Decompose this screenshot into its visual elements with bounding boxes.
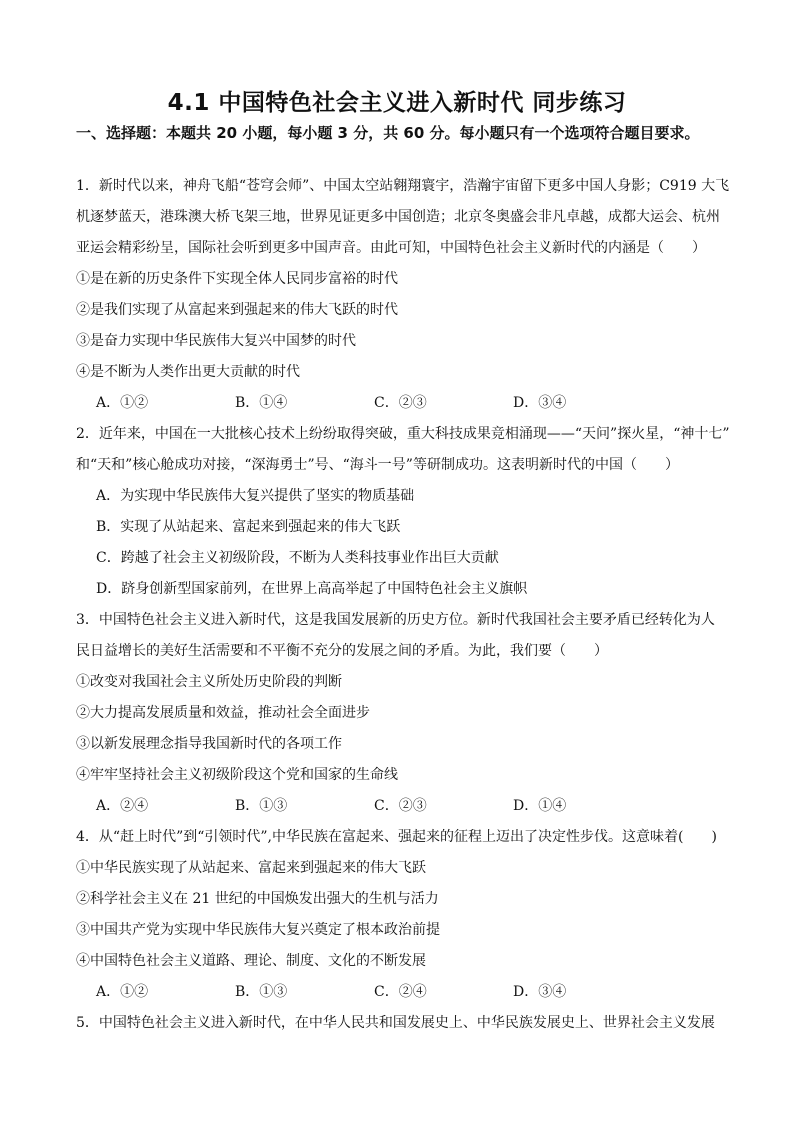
option-a: A．②④ (96, 798, 149, 814)
choice-a: A．为实现中华民族伟大复兴提供了坚实的物质基础 (96, 488, 415, 504)
question-stem-line: 4．从“赶上时代”到“引领时代”,中华民族在富起来、强起来的征程上迈出了决定性步伐。这意味着( ) (76, 829, 717, 845)
option-b: B．①③ (235, 798, 288, 814)
question-stem-line: 机逐梦蓝天，港珠澳大桥飞架三地，世界见证更多中国创造；北京冬奥盛会非凡卓越，成都大运会、杭州 (76, 209, 720, 225)
question-stem-line: 3．中国特色社会主义进入新时代，这是我国发展新的历史方位。新时代我国社会主要矛盾已经转化为人 (76, 612, 715, 628)
question-5 (76, 1008, 731, 1039)
answer-options (76, 977, 731, 1008)
option-c: C．②③ (374, 395, 427, 411)
option-d: D．①④ (513, 798, 567, 814)
statement-line: ①是在新的历史条件下实现全体人民同步富裕的时代 (76, 271, 398, 287)
statement-line: ①改变对我国社会主义所处历史阶段的判断 (76, 674, 342, 690)
question-stem-line: 民日益增长的美好生活需要和不平衡不充分的发展之间的矛盾。为此，我们要（ ） (76, 643, 608, 659)
option-c: C．②④ (374, 984, 427, 1000)
statement-line: ③以新发展理念指导我国新时代的各项工作 (76, 736, 342, 752)
statement-line: ①中华民族实现了从站起来、富起来到强起来的伟大飞跃 (76, 860, 426, 876)
choice-c: C．跨越了社会主义初级阶段，不断为人类科技事业作出巨大贡献 (96, 550, 499, 566)
statement-line: ②科学社会主义在 21 世纪的中国焕发出强大的生机与活力 (76, 891, 439, 907)
option-a: A．①② (96, 984, 149, 1000)
question-stem-line: 和“天和”核心舱成功对接，“深海勇士”号、“海斗一号”等研制成功。这表明新时代的中国（ ） (76, 457, 679, 473)
statement-line: ②是我们实现了从富起来到强起来的伟大飞跃的时代 (76, 302, 398, 318)
answer-options (76, 388, 731, 419)
option-b: B．①④ (235, 395, 288, 411)
option-d: D．③④ (513, 984, 567, 1000)
question-1 (76, 171, 731, 419)
choice-b: B．实现了从站起来、富起来到强起来的伟大飞跃 (96, 519, 401, 535)
section-heading: 一、选择题：本题共 20 小题，每小题 3 分，共 60 分。每小题只有一个选项符合题目要求。 (76, 124, 700, 142)
option-a: A．①② (96, 395, 149, 411)
question-stem-line: 亚运会精彩纷呈，国际社会听到更多中国声音。由此可知，中国特色社会主义新时代的内涵是（ ） (76, 240, 706, 256)
option-d: D．③④ (513, 395, 567, 411)
answer-options (76, 791, 731, 822)
question-list (76, 171, 731, 1039)
question-2 (76, 419, 731, 605)
choice-d: D．跻身创新型国家前列，在世界上高高举起了中国特色社会主义旗帜 (96, 581, 528, 597)
option-b: B．①③ (235, 984, 288, 1000)
question-stem-line: 5．中国特色社会主义进入新时代，在中华人民共和国发展史上、中华民族发展史上、世界社会主义发展 (76, 1015, 715, 1031)
question-stem-line: 1．新时代以来，神舟飞船“苍穹会师”、中国太空站翱翔寰宇，浩瀚宇宙留下更多中国人身影；C919 大飞 (76, 178, 730, 194)
statement-line: ②大力提高发展质量和效益，推动社会全面进步 (76, 705, 370, 721)
question-4 (76, 822, 731, 1008)
statement-line: ④是不断为人类作出更大贡献的时代 (76, 364, 300, 380)
page-title: 4.1 中国特色社会主义进入新时代 同步练习 (167, 90, 627, 116)
statement-line: ④牢牢坚持社会主义初级阶段这个党和国家的生命线 (76, 767, 398, 783)
statement-line: ④中国特色社会主义道路、理论、制度、文化的不断发展 (76, 953, 426, 969)
option-c: C．②③ (374, 798, 427, 814)
question-3 (76, 605, 731, 822)
statement-line: ③中国共产党为实现中华民族伟大复兴奠定了根本政治前提 (76, 922, 440, 938)
statement-line: ③是奋力实现中华民族伟大复兴中国梦的时代 (76, 333, 356, 349)
question-stem-line: 2．近年来，中国在一大批核心技术上纷纷取得突破，重大科技成果竞相涌现——“天问”探火星，“神十七” (76, 426, 730, 442)
